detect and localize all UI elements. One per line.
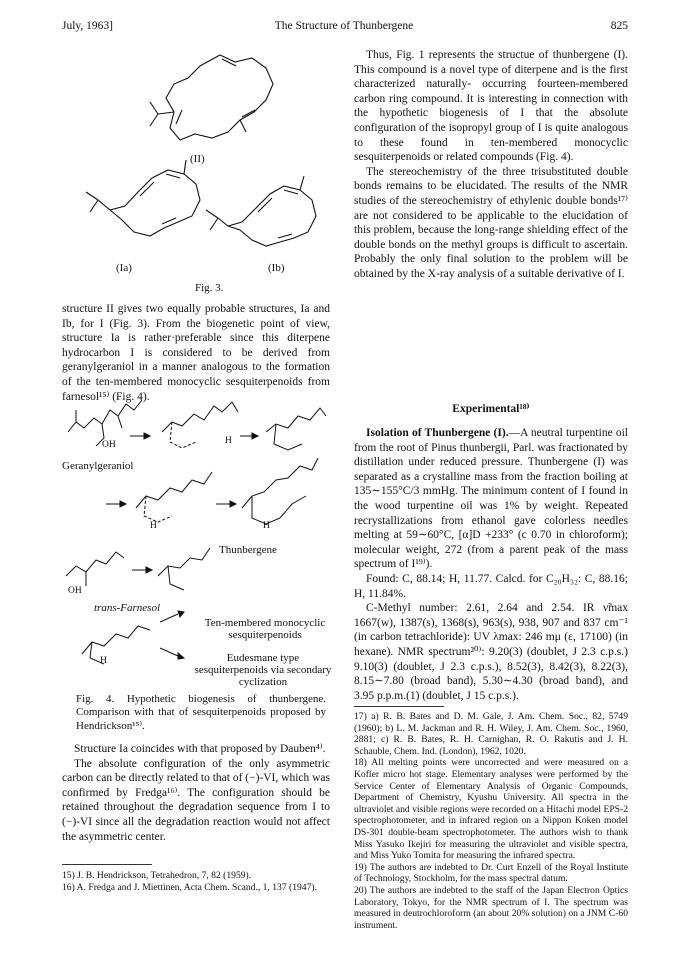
running-header-date: July, 1963]: [62, 20, 114, 32]
isolation-text: —A neutral turpentine oil from the root of Pinus thunbergii, Parl. was fractionated by distillation under reduced pressure. Thunbergene (I) was separated as a crystalline mass from the fraction boiling at 135∼155°C/3 mmHg. The minimum content of I found in the wood turpentine oil was 1% by weight. Repeated recrystallizations from ethanol gave colorless needles melting at 59∼60°C, [α]D +233° (c 0.70 in chloroform); molecular weight, 272 (from a parent peak of the mass spectrum of I¹⁹⁾).: [354, 427, 628, 571]
left-paragraph-1: structure II gives two equally probable structures, Ia and Ib, for I (Fig. 3). From the biogenetic point of view, structure Ia is rather·preferable since this diterpene hydrocarbon I is considered to be derived from geranylgeraniol in a manner analogous to the formation of the ten-membered monocyclic sesquiterpenoids from farnesol¹⁵⁾ (Fig. 4).: [62, 303, 330, 403]
label-geranylgeraniol: Geranylgeraniol: [62, 460, 134, 472]
right-footnote-rule: [354, 706, 444, 707]
left-footnotes: 15) J. B. Hendrickson, Tetrahedron, 7, 82 (1959). 16) A. Fredga and J. Miettinen, Acta Chem. Scand., 1, 137 (1947).: [62, 870, 317, 893]
running-header-title: The Structure of Thunbergene: [274, 20, 414, 32]
figure-3-structures: [70, 50, 335, 250]
right-footnotes: 17) a) R. B. Bates and D. M. Gale, J. Am. Chem. Soc., 82, 5749 (1960); b) L. M. Jackman and R. H. Wiley, J. Am. Chem. Soc., 1960, 2881; c) R. B. Bates, R. H. Carnighan, R. O. Rakutis and J. H. Schauble, Chem. Ind. (London), 1962, 1020. 18) All melting points were uncorrected and were measured on a Kofler micro hot stage. Elementary analyses were performed by the Service Center of Elementary Analysis of Organic Compounds, Department of Chemistry, Kyushu University. All spectra in the ultraviolet and visible regions were recorded on a Hitachi model EPS-2 spectrophotometer, and in infrared region on a Nippon Koken model DS-301 double-beam spectrophotometer. The authors wish to thank Miss Yasuko Ikejiri for measuring the ultraviolet and visible spectra, and Miss Yuko Tomita for measuring the infrared spectra. 19) The authors are indebted to Dr. Curt Enzell of the Royal Institute of Technology, Stockholm, for the mass spectral datum. 20) The authors are indebted to the staff of the Japan Electron Optics Laboratory, Tokyo, for the NMR spectrum of I. The spectrum was measured in deutrochloroform (an about 20% solution) on a JNM C-60 instrument.: [354, 711, 628, 931]
label-h-1: H: [225, 436, 232, 446]
isolation-heading: Isolation of Thunbergene (I).: [366, 427, 509, 439]
label-trans-farnesol: trans-Farnesol: [94, 602, 160, 614]
figure-4-caption: Fig. 4. Hypothetic biogenesis of thunbergene. Comparison with that of sesquiterpenoids proposed by Hendrickson¹⁵⁾.: [76, 693, 326, 732]
label-eudesmane: Eudesmane type sesquiterpenoids via secondary cyclization: [194, 652, 332, 688]
page-number: 825: [610, 20, 628, 32]
label-oh-1: OH: [102, 440, 116, 450]
label-h-3: H: [263, 521, 270, 531]
label-h-4: H: [100, 656, 107, 666]
left-paragraph-2: Structure Ia coincides with that proposed by Dauben⁴⁾. The absolute configuration of the only asymmetric carbon can be directly related to that of (−)-VI, which was confirmed by Fredga¹⁶⁾. The configuration should be retained throughout the degradation sequence from I to (−)-VI since all the degradation reaction would not affect the asymmetric center.: [62, 743, 330, 843]
label-oh-2: OH: [68, 586, 82, 596]
found-text: Found: C, 88.14; H, 11.77. Calcd. for C₂₀H₃₂: C, 88.16; H, 11.84%.: [354, 572, 628, 600]
cmethyl-text: C-Methyl number: 2.61, 2.64 and 2.54. IR ν̃max 1667(w), 1387(s), 1368(s), 963(s), 938, 907 and 837 cm⁻¹ (in carbon tetrachloride): UV λmax: 246 mμ (ε, 17100) (in hexane). NMR spectrum²⁰⁾: 9.20(3) (doublet, J 2.3 c.p.s.) 9.10(3) (doublet, J 2.3 c.p.s.), 8.52(3), 8.42(3), 8.22(3), 8.15∼7.80 (broad band), 5.30∼4.30 (broad band), and 3.95 p.p.m.(1) (doublet, J 15 c.p.s.).: [354, 602, 628, 702]
label-structure-Ib: (Ib): [268, 262, 285, 274]
experimental-section: [354, 426, 628, 703]
figure-3-caption: Fig. 3.: [195, 282, 224, 294]
label-structure-II: (II): [190, 153, 205, 165]
right-column-intro: Thus, Fig. 1 represents the structue of thunbergene (I). This compound is a novel type of diterpene and is the first characterized naturally- occurring fourteen-membered carbon ring compound. It is interesting in connection with the hypothetic biogenesis of I that the absolute configuration of the isopropyl group of I is quite analogous to these found in ten-membered monocyclic sesquiterpenoids or related compounds (Fig. 4). The stereochemistry of the three trisubstituted double bonds remains to be elucidated. The results of the NMR studies of the stereochemistry of ethylenic double bonds¹⁷⁾ are not considered to be applicable to the elucidation of this problem, because the long-range shielding effect of the double bonds on the methyl groups is difficult to ascertain. Probably the only final solution to the problem will be obtained by the X-ray analysis of a suitable derivative of I.: [354, 49, 628, 280]
label-ten-membered: Ten-membered monocyclic sesquiterpenoids: [204, 617, 326, 641]
label-structure-Ia: (Ia): [116, 262, 132, 274]
left-footnote-rule: [62, 864, 152, 865]
label-thunbergene: Thunbergene: [219, 544, 277, 556]
label-h-2: H: [150, 521, 157, 531]
experimental-heading: Experimental¹⁸⁾: [452, 403, 530, 415]
